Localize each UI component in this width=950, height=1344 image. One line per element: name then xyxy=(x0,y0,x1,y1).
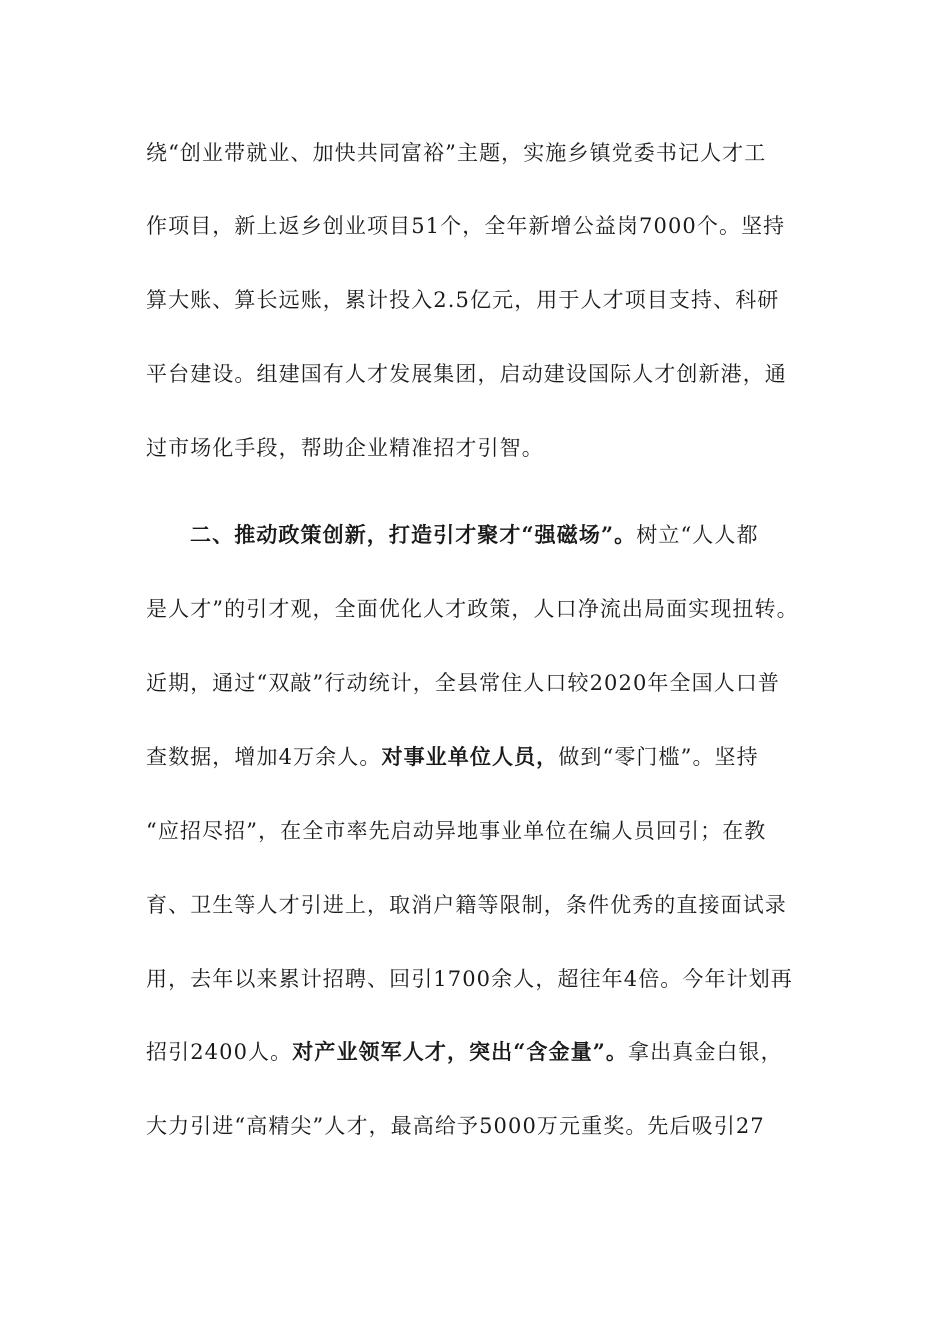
text-line xyxy=(146,1037,808,1067)
text-line xyxy=(146,433,808,463)
bold-phrase: 对事业单位人员， xyxy=(381,744,559,769)
section-heading-line xyxy=(190,520,808,550)
text-segment: 大力引进“高精尖”人才，最高给予5000万元重奖。先后吸引27 xyxy=(146,1114,765,1138)
text-segment: 近期，通过“双敲”行动统计，全县常住人口较2020年全国人口普 xyxy=(146,671,781,695)
text-segment: 招引2400人。 xyxy=(146,1040,293,1064)
text-segment: 是人才”的引才观，全面优化人才政策，人口净流出局面实现扭转。 xyxy=(146,597,799,621)
text-segment: 树立“人人都 xyxy=(636,523,759,547)
text-segment: 绕“创业带就业、加快共同富裕”主题，实施乡镇党委书记人才工 xyxy=(146,141,767,165)
text-line xyxy=(146,742,808,772)
text-segment: 查数据，增加4万余人。 xyxy=(146,745,382,769)
text-line xyxy=(146,1111,808,1141)
bold-phrase: 对产业领军人才，突出“含金量”。 xyxy=(292,1039,629,1064)
text-segment: 算大账、算长远账，累计投入2.5亿元，用于人才项目支持、科研 xyxy=(146,288,780,312)
text-segment: 拿出真金白银， xyxy=(628,1040,783,1064)
text-segment: 过市场化手段，帮助企业精准招才引智。 xyxy=(146,436,544,460)
text-line xyxy=(146,816,808,846)
text-segment: 育、卫生等人才引进上，取消户籍等限制，条件优秀的直接面试录 xyxy=(146,893,787,917)
text-line xyxy=(146,211,808,241)
text-segment: 做到“零门槛”。坚持 xyxy=(558,745,759,769)
text-line xyxy=(146,359,808,389)
text-line xyxy=(146,890,808,920)
section-heading: 二、推动政策创新，打造引才聚才“强磁场”。 xyxy=(190,522,637,547)
text-line xyxy=(146,668,808,698)
text-line xyxy=(146,594,808,624)
text-segment: 平台建设。组建国有人才发展集团，启动建设国际人才创新港，通 xyxy=(146,362,787,386)
text-line xyxy=(146,964,808,994)
text-segment: 作项目，新上返乡创业项目51个，全年新增公益岗7000个。坚持 xyxy=(146,214,786,238)
text-line xyxy=(146,138,808,168)
text-segment: “应招尽招”，在全市率先启动异地事业单位在编人员回引；在教 xyxy=(146,819,767,843)
text-line xyxy=(146,285,808,315)
text-segment: 用，去年以来累计招聘、回引1700余人，超往年4倍。今年计划再 xyxy=(146,967,793,991)
